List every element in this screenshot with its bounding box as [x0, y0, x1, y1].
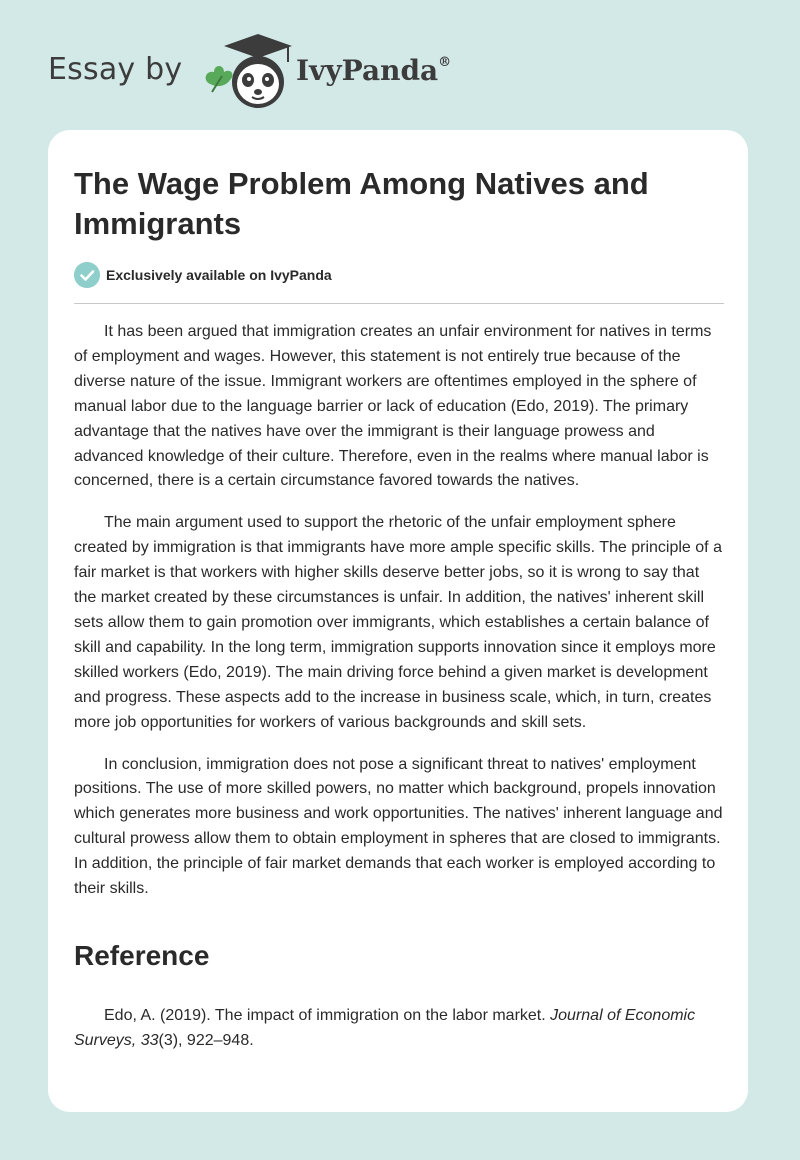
paragraph: It has been argued that immigration creates an unfair environment for natives in terms of employment and wages. However, this statement is not entirely true because of the diverse nature of the issue. Immigrant workers are oftentimes employed in the sphere of manual labor due to the language barrier or lack of education (Edo, 2019). The primary advantage that the natives have over the immigrant is their language prowess and advanced knowledge of their culture. Therefore, even in the realms where manual labor is concerned, there is a certain circumstance favored towards the natives.	[74, 323, 712, 490]
reference-issue-pages: (3), 922–948.	[158, 1031, 254, 1049]
reference-heading: Reference	[74, 940, 210, 971]
trademark-mark: ®	[438, 54, 452, 70]
reference-entry	[74, 1004, 724, 1054]
essay-by-label: Essay by	[48, 52, 183, 87]
essay-card	[48, 130, 748, 1112]
reference-authors: Edo, A. (2019). The impact of immigration on the labor market.	[104, 1007, 551, 1024]
panda-logo-icon[interactable]	[200, 32, 296, 112]
paragraph: In conclusion, immigration does not pose a significant threat to natives' employment positions. The use of more skilled powers, no matter which background, propels innovation which generates more business and work opportunities. The natives' inherent language and cultural prowess allow them to obtain employment in spheres that are closed to immigrants. In addition, the principle of fair market demands that each worker is employed according to their skills.	[74, 755, 723, 898]
essay-body	[74, 320, 724, 919]
divider	[74, 303, 724, 304]
paragraph: The main argument used to support the rhetoric of the unfair employment sphere created by immigration is that immigrants have more ample specific skills. The principle of a fair market is that workers with higher skills deserve better jobs, so it is wrong to say that the market created by these circumstances is unfair. In addition, the natives' inherent skill sets allow them to gain promotion over immigrants, which establishes a certain balance of skill and capability. In the long term, immigration supports innovation since it employs more skilled workers (Edo, 2019). The main driving force behind a given market is development and progress. These aspects add to the increase in business scale, which, in turn, creates more job opportunities for workers of various backgrounds and skill sets.	[74, 514, 722, 731]
site-header	[48, 28, 768, 112]
exclusive-badge-label: Exclusively available on IvyPanda	[106, 267, 332, 283]
reference-journal: Journal of Economic Surveys, 33	[74, 1007, 696, 1049]
page-title: The Wage Problem Among Natives and Immigrants	[74, 166, 649, 241]
brand-name[interactable]: IvyPanda®	[296, 54, 452, 87]
check-circle-icon	[74, 262, 100, 288]
